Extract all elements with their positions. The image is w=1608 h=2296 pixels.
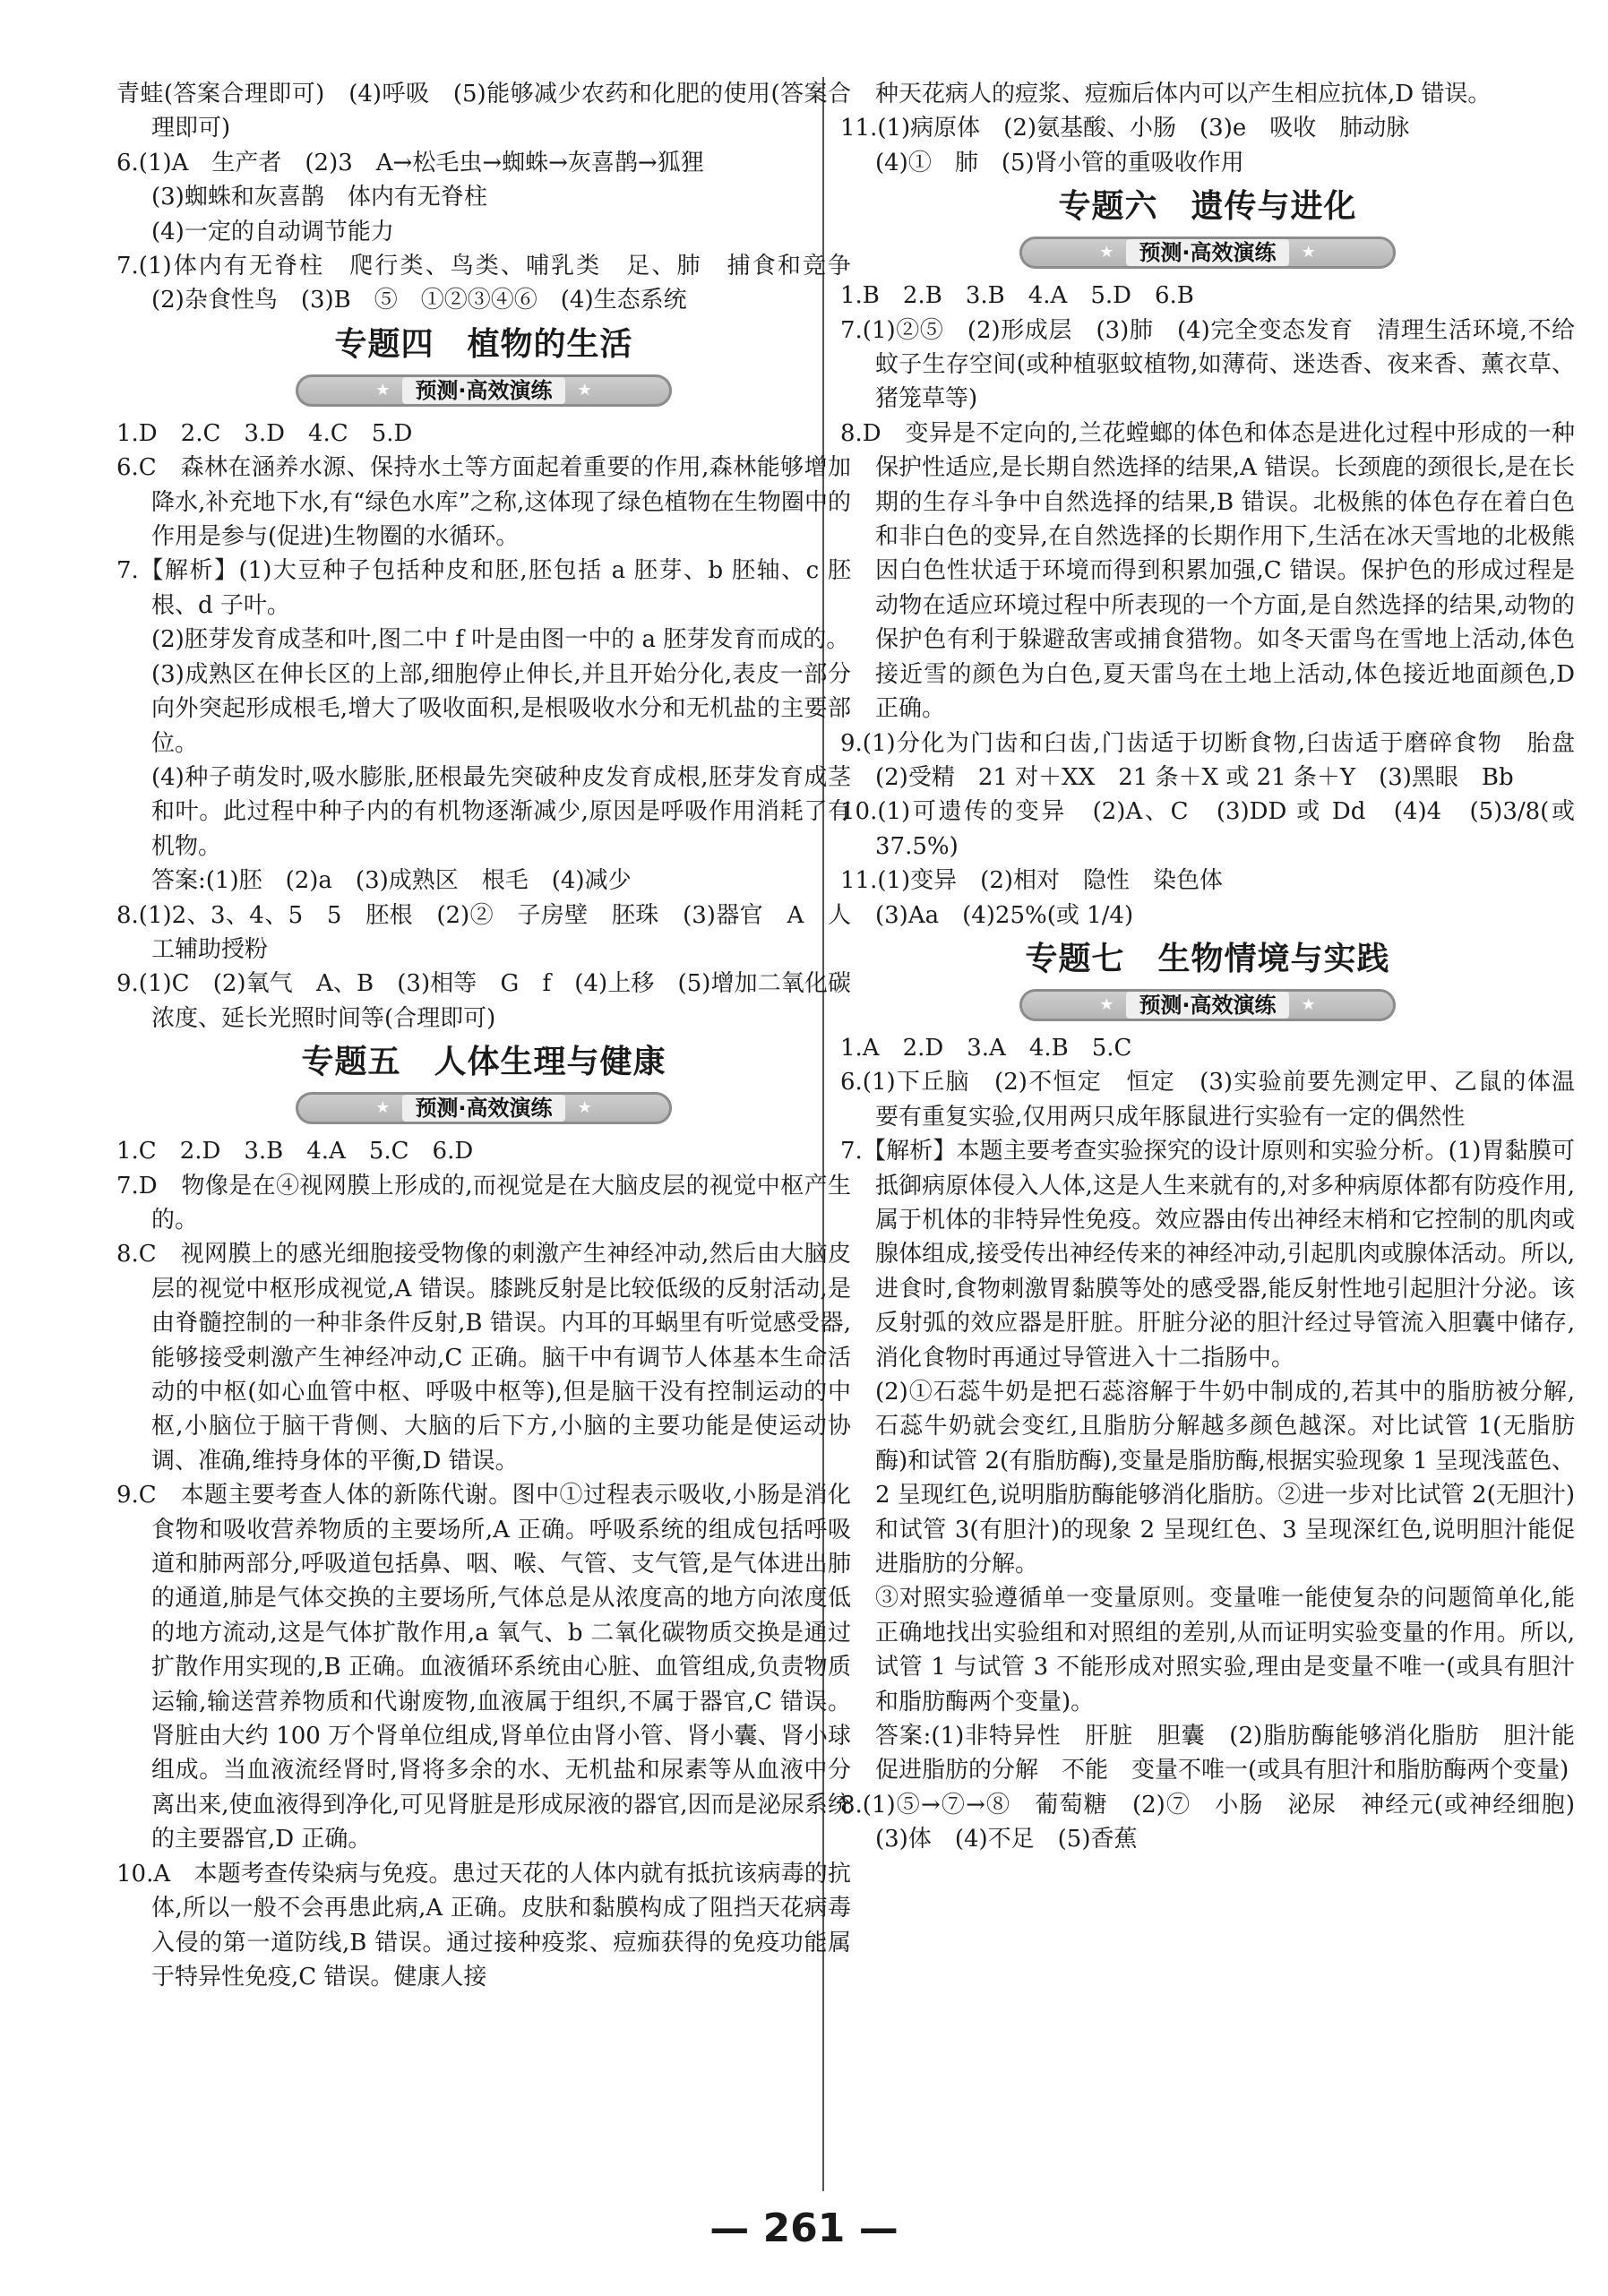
answer-paragraph: (4)① 肺 (5)肾小管的重吸收作用: [875, 149, 1244, 176]
answer-paragraph: ③对照实验遵循单一变量原则。变量唯一能使复杂的问题简单化,能正确地找出实验组和对照组的差别,从而证明实验变量的作用。所以,试管 1 与试管 3 不能形成对照实验,理由是变量不唯一(或具有胆汁和脂肪酶两个变量)。: [875, 1585, 1575, 1716]
star-icon: ★: [1301, 243, 1316, 262]
banner-label: 预测·高效演练: [1126, 992, 1288, 1019]
star-icon: ★: [577, 1097, 592, 1117]
answer-paragraph: (3)Aa (4)25%(或 1/4): [875, 901, 1134, 929]
answer-paragraph: 青蛙(答案合理即可) (4)呼吸 (5)能够减少农药和化肥的使用(答案合理即可): [116, 81, 851, 142]
answer-paragraph: (2)胚芽发育成茎和叶,图二中 f 叶是由图一中的 a 胚芽发育而成的。: [151, 626, 850, 654]
section7-answers: [840, 1031, 1599, 1857]
answer-paragraph: (3)成熟区在伸长区的上部,细胞停止伸长,并且开始分化,表皮一部分向外突起形成根毛,增大了吸收面积,是根吸收水分和无机盐的主要部位。: [151, 660, 851, 757]
section4-answers: [116, 417, 851, 1036]
answer-paragraph: (4)种子萌发时,吸水膨胀,胚根最先突破种皮发育成根,胚芽发育成茎和叶。此过程中种子内的有机物逐渐减少,原因是呼吸作用消耗了有机物。: [151, 763, 851, 860]
answer-paragraph: 9.(1)C (2)氧气 A、B (3)相等 G f (4)上移 (5)增加二氧化碳浓度、延长光照时间等(合理即可): [116, 970, 851, 1032]
answer-paragraph: 8.D 变异是不定向的,兰花螳螂的体色和体态是进化过程中形成的一种保护性适应,是长期自然选择的结果,A 错误。长颈鹿的颈很长,是在长期的生存斗争中自然选择的结果,B 错误。北极熊的体色存在着白色和非白色的变异,在自然选择的长期作用下,生活在冰天雪地的北极熊因白色性状适于环境而得到积累加强,C 错误。保护色的形成过程是动物在适应环境过程中所表现的一个方面,是自然选择的结果,动物的保护色有利于躲避敌害或捕食猎物。如冬天雷鸟在雪地上活动,体色接近雪的颜色为白色,夏天雷鸟在土地上活动,体色接近地面颜色,D 正确。: [840, 419, 1575, 723]
section7-banner-wrap: [840, 985, 1575, 1026]
section4-banner-wrap: [116, 370, 851, 411]
right-top-block: [840, 77, 1575, 180]
section5-answers: [116, 1134, 851, 1994]
section6-banner-wrap: [840, 232, 1575, 273]
answer-paragraph: 答案:(1)非特异性 肝脏 胆囊 (2)脂肪酶能够消化脂肪 胆汁能促进脂肪的分解 不能 变量不唯一(或具有胆汁和脂肪酶两个变量): [875, 1723, 1575, 1784]
answer-paragraph: 6.(1)下丘脑 (2)不恒定 恒定 (3)实验前要先测定甲、乙鼠的体温 要有重复实验,仅用两只成年豚鼠进行实验有一定的偶然性: [840, 1069, 1599, 1131]
answer-paragraph: 8.(1)⑤→⑦→⑧ 葡萄糖 (2)⑦ 小肠 泌尿 神经元(或神经细胞) (3)体 (4)不足 (5)香蕉: [840, 1791, 1599, 1853]
answer-paragraph: 7.【解析】本题主要考查实验探究的设计原则和实验分析。(1)胃黏膜可抵御病原体侵入人体,这是人生来就有的,对多种病原体都有防疫作用,属于机体的非特异性免疫。效应器由传出神经末梢和它控制的肌肉或腺体组成,接受传出神经传来的神经冲动,引起肌肉或腺体活动。所以,进食时,食物刺激胃黏膜等处的感受器,能反射性地引起胆汁分泌。该反射弧的效应器是肝脏。肝脏分泌的胆汁经过导管流入胆囊中储存,消化食物时再通过导管进入十二指肠中。: [840, 1138, 1575, 1372]
answer-paragraph: 种天花病人的痘浆、痘痂后体内可以产生相应抗体,D 错误。: [875, 81, 1492, 107]
banner-label: 预测·高效演练: [1126, 239, 1288, 266]
answer-paragraph: 7.(1)体内有无脊柱 爬行类、鸟类、哺乳类 足、肺 捕食和竞争 (2)杂食性鸟 (3)B ⑤ ①②③④⑥ (4)生态系统: [116, 253, 875, 314]
star-icon: ★: [577, 380, 592, 400]
star-icon: ★: [1099, 994, 1114, 1014]
answer-paragraph: 9.(1)分化为门齿和臼齿,门齿适于切断食物,臼齿适于磨碎食物 胎盘 (2)受精 21 对＋XX 21 条＋X 或 21 条＋Y (3)黑眼 Bb: [840, 729, 1599, 791]
banner-label: 预测·高效演练: [402, 1095, 564, 1122]
answer-paragraph: 7.(1)②⑤ (2)形成层 (3)肺 (4)完全变态发育 清理生活环境,不给蚊子生存空间(或种植驱蚊植物,如薄荷、迷迭香、夜来香、薰衣草、猪笼草等): [840, 316, 1575, 413]
answer-paragraph: 答案:(1)胚 (2)a (3)成熟区 根毛 (4)减少: [151, 867, 632, 895]
answer-paragraph: 10.A 本题考查传染病与免疫。患过天花的人体内就有抵抗该病毒的抗体,所以一般不会再患此病,A 正确。皮肤和黏膜构成了阻挡天花病毒入侵的第一道防线,B 错误。通过接种疫浆、痘痂获得的免疫功能属于特异性免疫,C 错误。健康人接: [116, 1860, 851, 1991]
star-icon: ★: [375, 380, 391, 400]
answer-paragraph: (4)一定的自动调节能力: [151, 218, 394, 245]
answer-paragraph: 6.C 森林在涵养水源、保持水土等方面起着重要的作用,森林能够增加降水,补充地下水,有“绿色水库”之称,这体现了绿色植物在生物圈中的作用是参与(促进)生物圈的水循环。: [116, 454, 851, 551]
answer-paragraph: 1.B 2.B 3.B 4.A 5.D 6.B: [840, 282, 1194, 310]
section6-answers: [840, 279, 1599, 933]
right-column: [840, 77, 1599, 1857]
section7-banner: [1019, 989, 1396, 1021]
star-icon: ★: [375, 1097, 391, 1117]
answer-paragraph: (2)①石蕊牛奶是把石蕊溶解于牛奶中制成的,若其中的脂肪被分解,石蕊牛奶就会变红,且脂肪分解越多颜色越深。对比试管 1(无脂肪酶)和试管 2(有脂肪酶),变量是脂肪酶,根据实验现象 1 呈现浅蓝色、2 呈现红色,说明脂肪酶能够消化脂肪。②进一步对比试管 2(无胆汁)和试管 3(有胆汁)的现象 2 呈现红色、3 呈现深红色,说明胆汁能促进脂肪的分解。: [875, 1379, 1575, 1578]
answer-paragraph: 1.D 2.C 3.D 4.C 5.D: [116, 419, 413, 447]
answer-paragraph: 1.A 2.D 3.A 4.B 5.C: [840, 1034, 1132, 1062]
star-icon: ★: [1301, 994, 1316, 1014]
answer-paragraph: 7.D 物像是在④视网膜上形成的,而视觉是在大脑皮层的视觉中枢产生的。: [116, 1172, 851, 1234]
answer-paragraph: 1.C 2.D 3.B 4.A 5.C 6.D: [116, 1138, 474, 1165]
left-column: [116, 77, 875, 1994]
answer-paragraph: 9.C 本题主要考查人体的新陈代谢。图中①过程表示吸收,小肠是消化食物和吸收营养物质的主要场所,A 正确。呼吸系统的组成包括呼吸道和肺两部分,呼吸道包括鼻、咽、喉、气管、支气管,是气体进出肺的通道,肺是气体交换的主要场所,气体总是从浓度高的地方向浓度低的地方流动,这是气体扩散作用,a 氧气、b 二氧化碳物质交换是通过扩散作用实现的,B 正确。血液循环系统由心脏、血管组成,负责物质运输,输送营养物质和代谢废物,血液属于组织,不属于器官,C 错误。肾脏由大约 100 万个肾单位组成,肾单位由肾小管、肾小囊、肾小球组成。当血液流经肾时,肾将多余的水、无机盐和尿素等从血液中分离出来,使血液得到净化,可见肾脏是形成尿液的器官,因而是泌尿系统的主要器官,D 正确。: [116, 1482, 851, 1853]
answer-paragraph: 6.(1)A 生产者 (2)3 A→松毛虫→蜘蛛→灰喜鹊→狐狸: [116, 149, 704, 176]
section4-banner: [296, 374, 672, 407]
section4-title: 专题四 植物的生活: [334, 325, 633, 363]
banner-label: 预测·高效演练: [402, 377, 564, 404]
page-number: — 261 —: [709, 2206, 899, 2251]
answer-paragraph: 11.(1)病原体 (2)氨基酸、小肠 (3)e 吸收 肺动脉: [840, 115, 1410, 142]
section5-banner: [296, 1092, 672, 1124]
answer-paragraph: 7.【解析】(1)大豆种子包括种皮和胚,胚包括 a 胚芽、b 胚轴、c 胚根、d 子叶。: [116, 557, 851, 619]
section6-title: 专题六 遗传与进化: [1058, 188, 1357, 226]
left-top-block: [116, 77, 875, 318]
section7-title: 专题七 生物情境与实践: [1025, 940, 1390, 977]
answer-paragraph: 11.(1)变异 (2)相对 隐性 染色体: [840, 867, 1224, 895]
answer-paragraph: 8.C 视网膜上的感光细胞接受物像的刺激产生神经冲动,然后由大脑皮层的视觉中枢形成视觉,A 错误。膝跳反射是比较低级的反射活动,是由脊髓控制的一种非条件反射,B 错误。内耳的耳蜗里有听觉感受器,能够接受刺激产生神经冲动,C 正确。脑干中有调节人体基本生命活动的中枢(如心血管中枢、呼吸中枢等),但是脑干没有控制运动的中枢,小脑位于脑干背侧、大脑的后下方,小脑的主要功能是使运动协调、准确,维持身体的平衡,D 错误。: [116, 1241, 851, 1475]
section5-banner-wrap: [116, 1088, 851, 1129]
answer-paragraph: (3)蜘蛛和灰喜鹊 体内有无脊柱: [151, 184, 487, 211]
section6-banner: [1019, 236, 1396, 269]
answer-paragraph: 8.(1)2、3、4、5 5 胚根 (2)② 子房壁 胚珠 (3)器官 A 人工辅助授粉: [116, 901, 851, 963]
section5-title: 专题五 人体生理与健康: [301, 1044, 666, 1081]
star-icon: ★: [1099, 243, 1114, 262]
answer-paragraph: 10.(1)可遗传的变异 (2)A、C (3)DD 或 Dd (4)4 (5)3/8(或 37.5%): [840, 798, 1575, 860]
